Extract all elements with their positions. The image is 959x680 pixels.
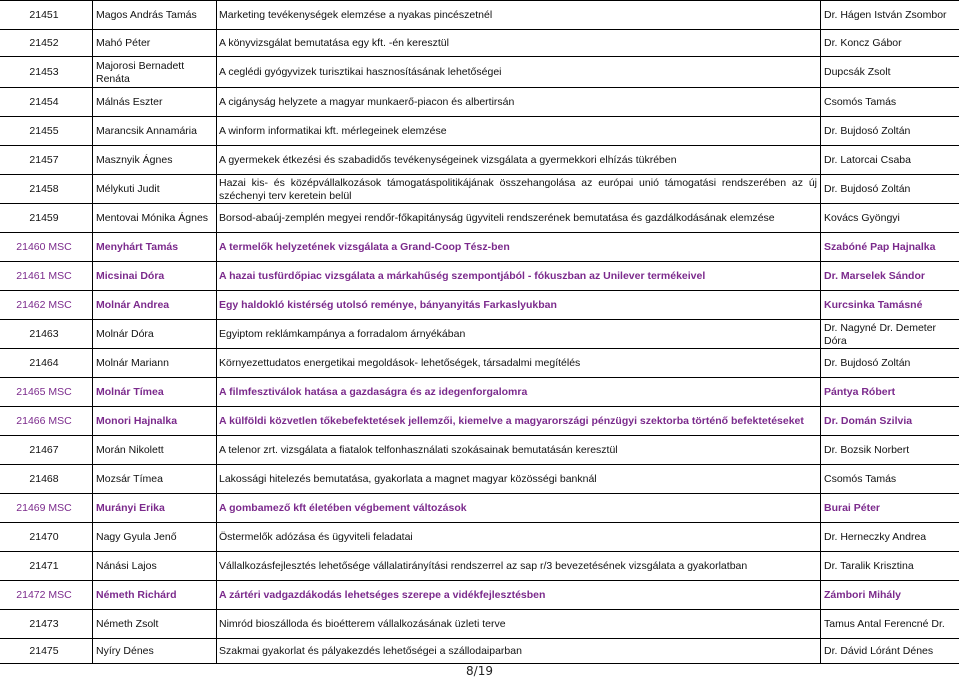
student-name-cell [96,57,214,88]
student-name-text: Németh Richárd [96,589,177,601]
advisor-text: Dr. Bujdosó Zoltán [824,357,911,369]
column-divider [92,1,93,30]
student-name-cell [96,610,214,639]
student-name-cell [96,233,214,262]
student-id-cell [0,1,88,30]
advisor-cell [824,610,958,639]
thesis-title-cell [219,233,818,262]
advisor-text: Zámbori Mihály [824,589,902,601]
column-divider [92,581,93,610]
student-name-text: Molnár Mariann [96,357,169,369]
student-id-text: 21460 MSC [16,241,72,253]
advisor-text: Kovács Gyöngyi [824,212,900,224]
advisor-text: Csomós Tamás [824,473,897,485]
column-divider [820,88,821,117]
column-divider [92,639,93,664]
student-id-cell [0,436,88,465]
student-name-cell [96,1,214,30]
table-row [0,145,959,175]
thesis-title-cell [219,552,818,581]
thesis-title-text: Östermelők adózása és ügyviteli feladatai [219,531,413,543]
table-row [0,580,959,610]
thesis-title-text: A filmfesztiválok hatása a gazdaságra és az idegenforgalomra [219,386,528,398]
thesis-title-cell [219,320,818,349]
thesis-title-text: A hazai tusfürdőpiac vizsgálata a márkahűség szempontjából - fókuszban az Unilever termékeivel [219,270,706,282]
column-divider [216,436,217,465]
student-id-text: 21465 MSC [16,386,72,398]
student-name-text: Majorosi Bernadett Renáta [96,59,185,85]
column-divider [820,436,821,465]
thesis-title-text: A külföldi közvetlen tőkebefektetések jellemzői, kiemelve a magyarországi pénzügyi szektorba történő befektetéseket [219,415,804,427]
thesis-title-text: Marketing tevékenységek elemzése a nyakas pincészetnél [219,9,493,21]
advisor-cell [824,639,958,664]
column-divider [92,57,93,88]
column-divider [820,320,821,349]
table-row [0,406,959,436]
thesis-title-text: A winform informatikai kft. mérlegeinek elemzése [219,125,447,137]
student-id-text: 21458 [29,183,59,195]
thesis-title-text: A cigányság helyzete a magyar munkaerő-piacon és albertirsán [219,96,515,108]
student-name-cell [96,175,214,204]
column-divider [216,552,217,581]
thesis-title-cell [219,378,818,407]
thesis-title-text: Nimród bioszálloda és bioétterem vállalkozásának üzleti terve [219,618,506,630]
student-name-text: Mahó Péter [96,37,151,49]
table-row [0,609,959,639]
student-name-text: Marancsik Annamária [96,125,197,137]
column-divider [820,233,821,262]
thesis-title-text: A telenor zrt. vizsgálata a fiatalok telfonhasználati szokásainak bemutatásán keresztül [219,444,618,456]
table-row [0,319,959,349]
student-id-cell [0,291,88,320]
student-id-text: 21469 MSC [16,502,72,514]
thesis-title-text: A ceglédi gyógyvizek turisztikai hasznosításának lehetőségei [219,66,502,78]
table-row [0,290,959,320]
column-divider [820,465,821,494]
student-name-cell [96,204,214,233]
student-id-text: 21472 MSC [16,589,72,601]
thesis-title-cell [219,639,818,664]
advisor-cell [824,117,958,146]
student-id-cell [0,57,88,88]
advisor-cell [824,436,958,465]
thesis-title-text: Egy haldokló kistérség utolsó reménye, bányanyitás Farkaslyukban [219,299,557,311]
student-name-text: Mélykuti Judit [96,183,160,195]
student-id-text: 21455 [29,125,59,137]
thesis-title-cell [219,175,818,204]
page-number: 8/19 [466,664,493,678]
thesis-title-cell [219,88,818,117]
student-id-text: 21464 [29,357,59,369]
column-divider [216,204,217,233]
advisor-text: Dr. Koncz Gábor [824,37,902,49]
column-divider [92,378,93,407]
advisor-text: Pántya Róbert [824,386,896,398]
thesis-title-text: A termelők helyzetének vizsgálata a Grand-Coop Tész-ben [219,241,510,253]
student-id-cell [0,233,88,262]
thesis-title-text: A gombamező kft életében végbement változások [219,502,467,514]
student-id-cell [0,552,88,581]
student-name-cell [96,349,214,378]
advisor-text: Csomós Tamás [824,96,897,108]
column-divider [820,610,821,639]
column-divider [216,378,217,407]
column-divider [820,407,821,436]
thesis-title-text: A könyvizsgálat bemutatása egy kft. -én keresztül [219,37,449,49]
column-divider [820,552,821,581]
advisor-text: Dr. Latorcai Csaba [824,154,911,166]
student-id-text: 21470 [29,531,59,543]
column-divider [92,436,93,465]
student-name-text: Molnár Tímea [96,386,164,398]
student-id-text: 21473 [29,618,59,630]
advisor-text: Dupcsák Zsolt [824,66,891,78]
advisor-cell [824,262,958,291]
student-name-cell [96,291,214,320]
thesis-title-text: A gyermekek étkezési és szabadidős tevékenységeinek vizsgálata a gyermekkori elhízás tükrében [219,154,677,166]
student-name-text: Magos András Tamás [96,9,197,21]
column-divider [216,610,217,639]
student-id-text: 21475 [29,645,59,657]
column-divider [92,233,93,262]
table-row [0,87,959,117]
table-row [0,464,959,494]
student-name-text: Molnár Dóra [96,328,154,340]
student-id-cell [0,88,88,117]
advisor-cell [824,291,958,320]
column-divider [216,291,217,320]
column-divider [216,581,217,610]
student-name-text: Málnás Eszter [96,96,163,108]
column-divider [820,30,821,57]
student-id-cell [0,378,88,407]
student-id-cell [0,204,88,233]
column-divider [92,146,93,175]
table-row [0,638,959,664]
student-id-cell [0,465,88,494]
column-divider [216,30,217,57]
thesis-title-cell [219,581,818,610]
column-divider [92,552,93,581]
advisor-text: Dr. Dávid Lóránt Dénes [824,645,934,657]
thesis-title-text: Egyiptom reklámkampánya a forradalom árnyékában [219,328,466,340]
advisor-cell [824,146,958,175]
student-id-text: 21452 [29,37,59,49]
student-name-text: Mozsár Tímea [96,473,163,485]
thesis-title-text: Szakmai gyakorlat és pályakezdés lehetőségei a szállodaiparban [219,645,522,657]
student-id-cell [0,320,88,349]
advisor-text: Szabóné Pap Hajnalka [824,241,936,253]
column-divider [820,639,821,664]
table-row [0,522,959,552]
student-name-cell [96,117,214,146]
advisor-text: Dr. Bozsik Norbert [824,444,910,456]
column-divider [216,465,217,494]
student-name-cell [96,88,214,117]
column-divider [216,175,217,204]
advisor-text: Dr. Herneczky Andrea [824,531,927,543]
advisor-cell [824,552,958,581]
advisor-text: Burai Péter [824,502,881,514]
student-id-cell [0,523,88,552]
student-name-cell [96,407,214,436]
column-divider [820,291,821,320]
column-divider [216,117,217,146]
advisor-cell [824,378,958,407]
column-divider [216,639,217,664]
student-name-text: Nyíry Dénes [96,645,154,657]
student-name-cell [96,639,214,664]
student-id-cell [0,610,88,639]
student-name-text: Molnár Andrea [96,299,170,311]
column-divider [92,320,93,349]
student-id-cell [0,30,88,57]
thesis-title-text: A zártéri vadgazdákodás lehetséges szerepe a vidékfejlesztésben [219,589,546,601]
column-divider [92,204,93,233]
advisor-text: Kurcsinka Tamásné [824,299,923,311]
student-name-text: Németh Zsolt [96,618,159,630]
column-divider [216,320,217,349]
thesis-title-text: Lakossági hitelezés bemutatása, gyakorlata a magnet magyar közösségi banknál [219,473,597,485]
student-id-text: 21471 [29,560,59,572]
column-divider [216,88,217,117]
table-row [0,174,959,204]
thesis-title-text: Hazai kis- és középvállalkozások támogatáspolitikájának összehangolása az európai unió támogatási rendszerében az új széchenyi terv keretein belül [219,176,817,202]
student-id-cell [0,349,88,378]
thesis-title-cell [219,30,818,57]
advisor-text: Dr. Nagyné Dr. Demeter Dóra [824,321,937,347]
student-name-cell [96,378,214,407]
thesis-title-cell [219,494,818,523]
student-name-cell [96,30,214,57]
advisor-cell [824,204,958,233]
student-id-text: 21454 [29,96,59,108]
column-divider [820,204,821,233]
column-divider [92,88,93,117]
student-name-cell [96,523,214,552]
column-divider [820,175,821,204]
advisor-cell [824,494,958,523]
column-divider [216,494,217,523]
table-row [0,435,959,465]
student-id-text: 21463 [29,328,59,340]
advisor-cell [824,1,958,30]
student-id-text: 21457 [29,154,59,166]
thesis-title-text: Környezettudatos energetikai megoldások- lehetőségek, társadalmi megítélés [219,357,581,369]
column-divider [820,378,821,407]
column-divider [216,407,217,436]
student-name-cell [96,262,214,291]
advisor-cell [824,407,958,436]
column-divider [92,175,93,204]
student-name-text: Morán Nikolett [96,444,164,456]
student-name-text: Menyhárt Tamás [96,241,179,253]
student-name-text: Murányi Erika [96,502,165,514]
column-divider [92,349,93,378]
table-row [0,56,959,88]
thesis-title-cell [219,349,818,378]
advisor-text: Dr. Domán Szilvia [824,415,913,427]
student-name-text: Monori Hajnalka [96,415,178,427]
advisor-cell [824,233,958,262]
student-id-cell [0,407,88,436]
column-divider [820,262,821,291]
student-name-text: Mentovai Mónika Ágnes [96,212,209,224]
advisor-text: Dr. Marselek Sándor [824,270,925,282]
table-row [0,261,959,291]
student-id-cell [0,146,88,175]
column-divider [216,233,217,262]
advisor-cell [824,57,958,88]
column-divider [820,146,821,175]
student-id-cell [0,175,88,204]
student-name-text: Nánási Lajos [96,560,157,572]
advisor-text: Dr. Bujdosó Zoltán [824,183,911,195]
thesis-title-cell [219,146,818,175]
student-id-text: 21462 MSC [16,299,72,311]
thesis-title-cell [219,610,818,639]
advisor-cell [824,30,958,57]
table-row [0,0,959,30]
student-id-text: 21468 [29,473,59,485]
advisor-text: Tamus Antal Ferencné Dr. [824,618,945,630]
student-id-cell [0,639,88,664]
thesis-title-cell [219,204,818,233]
student-id-text: 21451 [29,9,59,21]
column-divider [820,349,821,378]
thesis-title-cell [219,523,818,552]
thesis-title-cell [219,57,818,88]
table-row [0,493,959,523]
column-divider [216,523,217,552]
student-name-cell [96,320,214,349]
advisor-text: Dr. Taralik Krisztina [824,560,914,572]
thesis-title-cell [219,436,818,465]
student-id-text: 21459 [29,212,59,224]
column-divider [216,262,217,291]
table-row [0,377,959,407]
student-id-cell [0,262,88,291]
advisor-text: Dr. Bujdosó Zoltán [824,125,911,137]
thesis-title-cell [219,117,818,146]
student-name-cell [96,552,214,581]
column-divider [820,494,821,523]
table-row [0,116,959,146]
table-row [0,29,959,57]
thesis-title-text: Borsod-abaúj-zemplén megyei rendőr-főkapitányság ügyviteli rendszerének bemutatása és gazdálkodásának elemzése [219,212,775,224]
thesis-title-cell [219,291,818,320]
column-divider [216,146,217,175]
column-divider [92,30,93,57]
column-divider [216,57,217,88]
student-name-cell [96,146,214,175]
student-id-cell [0,494,88,523]
thesis-title-cell [219,1,818,30]
student-id-cell [0,581,88,610]
student-id-text: 21466 MSC [16,415,72,427]
column-divider [92,465,93,494]
column-divider [92,117,93,146]
column-divider [92,262,93,291]
column-divider [92,523,93,552]
advisor-cell [824,523,958,552]
column-divider [820,57,821,88]
student-id-text: 21467 [29,444,59,456]
table-row [0,232,959,262]
student-name-cell [96,436,214,465]
column-divider [216,349,217,378]
column-divider [820,523,821,552]
advisor-cell [824,175,958,204]
column-divider [92,494,93,523]
student-name-text: Nagy Gyula Jenő [96,531,177,543]
student-name-cell [96,581,214,610]
thesis-title-text: Vállalkozásfejlesztés lehetősége vállalatirányítási rendszerrel az sap r/3 bevezetésének vizsgálata a gyakorlatban [219,560,748,572]
advisor-cell [824,349,958,378]
table-row [0,348,959,378]
advisor-cell [824,465,958,494]
student-id-text: 21461 MSC [16,270,72,282]
column-divider [820,581,821,610]
table-row [0,203,959,233]
student-name-text: Masznyik Ágnes [96,154,173,166]
thesis-title-cell [219,465,818,494]
student-id-text: 21453 [29,66,59,78]
column-divider [216,1,217,30]
column-divider [820,1,821,30]
advisor-text: Dr. Hágen István Zsombor [824,9,947,21]
advisor-cell [824,581,958,610]
column-divider [92,291,93,320]
column-divider [92,610,93,639]
advisor-cell [824,320,958,349]
thesis-title-cell [219,407,818,436]
table-row [0,551,959,581]
student-name-cell [96,465,214,494]
student-name-text: Micsinai Dóra [96,270,165,282]
thesis-title-cell [219,262,818,291]
column-divider [92,407,93,436]
student-id-cell [0,117,88,146]
column-divider [820,117,821,146]
advisor-cell [824,88,958,117]
student-name-cell [96,494,214,523]
